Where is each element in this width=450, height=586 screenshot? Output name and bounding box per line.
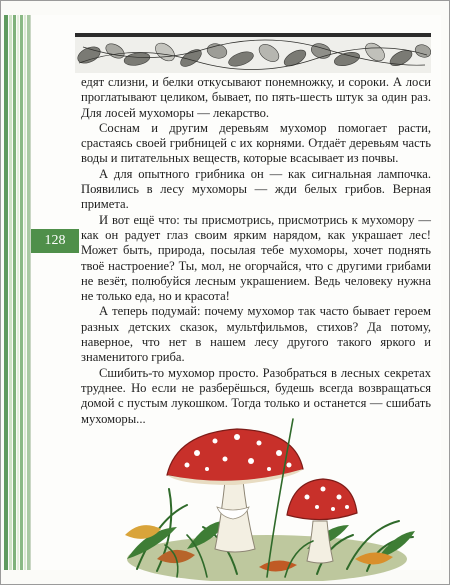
body-text — [81, 75, 431, 427]
paragraph: едят слизни, и белки откусывают понемножку, и сороки. А лоси проглатывают целиком, бывает, по пять-шесть штук за один раз. Для лосей мухоморы — лекарство. — [81, 75, 431, 120]
page-edges — [1, 15, 33, 570]
paragraph: А теперь подумай: почему мухомор так часто бывает героем разных детских сказок, мультфильмов, стихов? Да потому, наверное, что нет в нашем лесу другого такого яркого и знаменитого гриба. — [81, 304, 431, 365]
paragraph: А для опытного грибника он — как сигнальная лампочка. Появились в лесу мухоморы — жди белых грибов. Верная примета. — [81, 166, 431, 212]
paragraph: И вот ещё что: ты присмотрись, присмотрись к мухомору — как он радует глаз своим ярким нарядом, как украшает лес! Может быть, природа, посылая тебе мухоморы, хочет поднять твоё настроение? Ты, мол, не огорчайся, что с другими грибами не везёт, полюбуйся лесным украшением. Ведь человеку нужна не только еда, но и красота! — [81, 212, 431, 304]
leaf-border-ornament-icon — [75, 33, 431, 73]
paragraph: Соснам и другим деревьям мухомор помогает расти, срастаясь своей грибницей с их корнями. Отдаёт деревьям часть воды и питательных веществ, которые всасывает из почвы. — [81, 120, 431, 166]
page-number-tab: 128 — [31, 229, 79, 253]
paragraph: Сшибить-то мухомор просто. Разобраться в лесных секретах труднее. Но если не разберёшься, будешь всегда возвращаться домой с пустым лукошком. Тогда только и останется — сшибать мухоморы... — [81, 365, 431, 426]
fly-agaric-mushrooms-illustration-icon — [117, 409, 417, 581]
